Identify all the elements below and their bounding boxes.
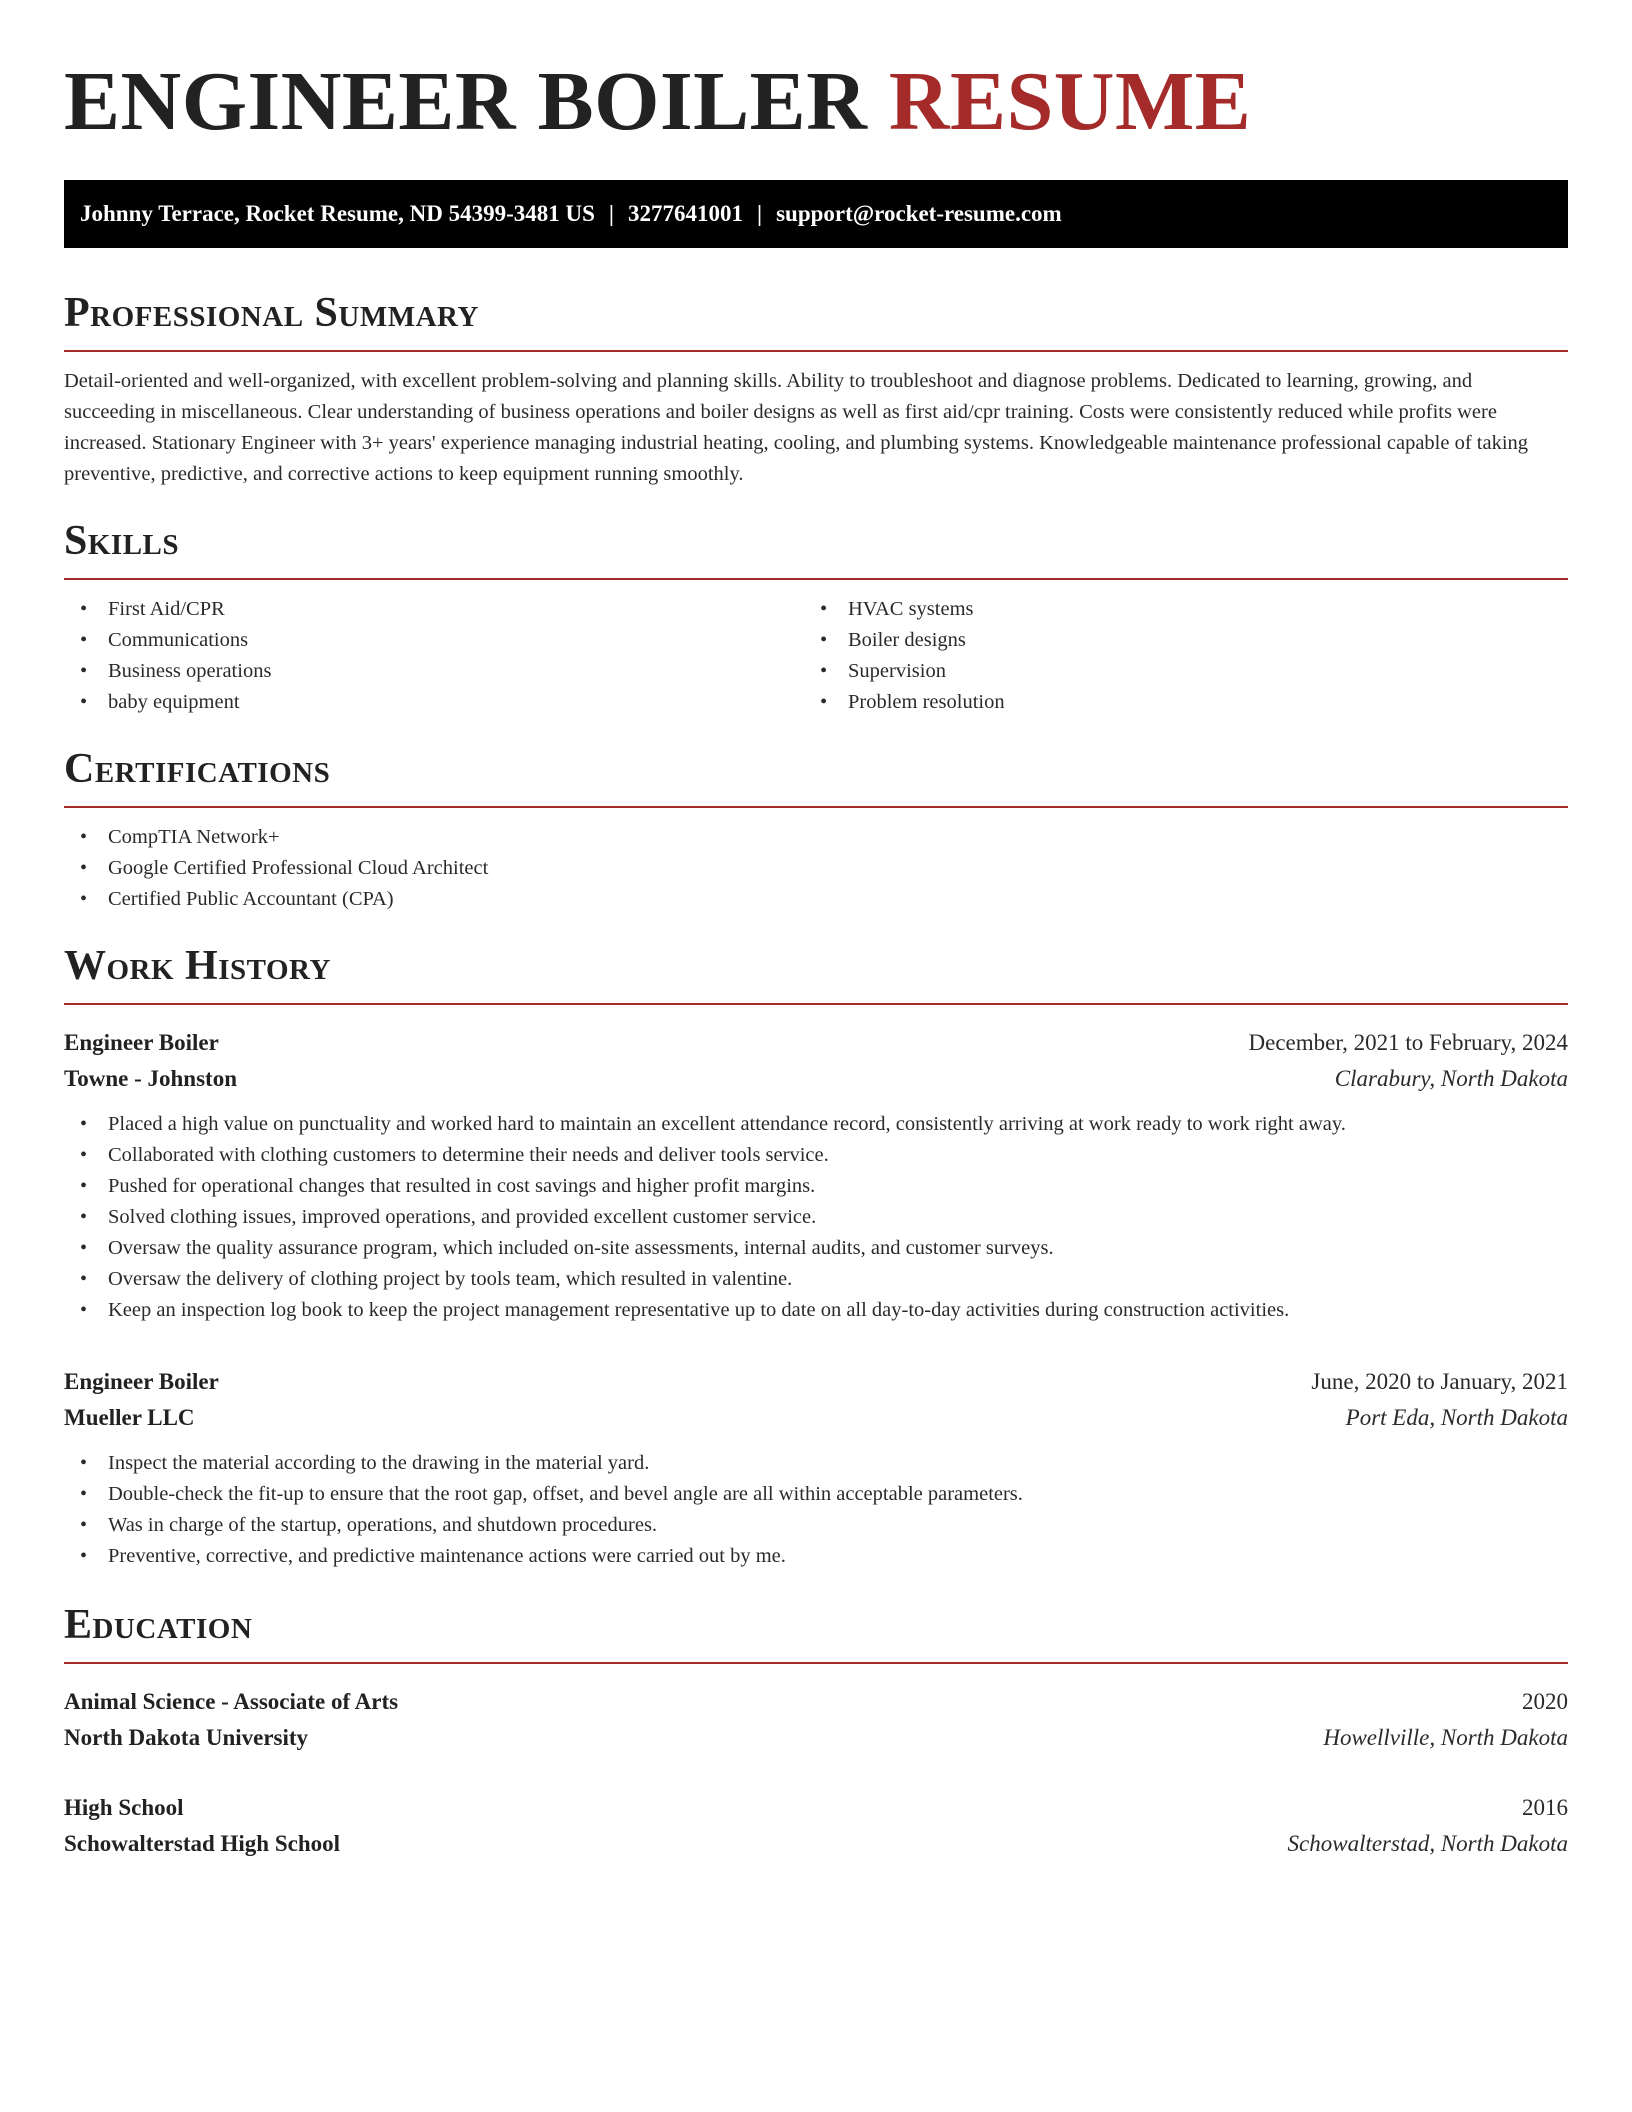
skill-item: • HVAC systems xyxy=(804,594,1544,625)
work-history-heading: Work History xyxy=(64,941,1568,1005)
skill-item: • First Aid/CPR xyxy=(64,594,804,625)
job-company: Mueller LLC xyxy=(64,1405,195,1430)
job-header-row xyxy=(64,1364,1568,1400)
education-degree-row xyxy=(64,1790,1568,1826)
education-school: Schowalterstad High School xyxy=(64,1831,341,1856)
job-duty-item: • Solved clothing issues, improved operations, and provided excellent customer service. xyxy=(64,1202,1568,1233)
contact-phone: 3277641001 xyxy=(628,201,743,226)
job-duty-item: • Oversaw the delivery of clothing project by tools team, which resulted in valentine. xyxy=(64,1264,1568,1295)
job-duties-list xyxy=(64,1448,1568,1572)
skill-item: • Boiler designs xyxy=(804,625,1544,656)
job-duty-item: • Was in charge of the startup, operations, and shutdown procedures. xyxy=(64,1510,1568,1541)
job-duty-item: • Oversaw the quality assurance program, which included on-site assessments, internal audits, and customer surveys. xyxy=(64,1233,1568,1264)
certifications-heading: Certifications xyxy=(64,744,1568,808)
education-school-row xyxy=(64,1826,1568,1862)
certification-item: • Google Certified Professional Cloud Architect xyxy=(64,853,1568,884)
job-duty-item: • Double-check the fit-up to ensure that the root gap, offset, and bevel angle are all within acceptable parameters. xyxy=(64,1479,1568,1510)
skills-grid xyxy=(64,594,1568,718)
certification-item: • CompTIA Network+ xyxy=(64,822,1568,853)
skill-item: • baby equipment xyxy=(64,687,804,718)
title-main: ENGINEER BOILER xyxy=(64,55,868,148)
skills-column-left xyxy=(64,594,804,718)
education-year: 2016 xyxy=(1522,1795,1568,1820)
education-location: Howellville, North Dakota xyxy=(1323,1725,1568,1750)
certification-item: • Certified Public Accountant (CPA) xyxy=(64,884,1568,915)
skills-column-right xyxy=(804,594,1544,718)
job-title: Engineer Boiler xyxy=(64,1030,219,1055)
education-school-row xyxy=(64,1720,1568,1756)
education-entry xyxy=(64,1790,1568,1862)
job-duty-item: • Inspect the material according to the drawing in the material yard. xyxy=(64,1448,1568,1479)
job-company-row xyxy=(64,1400,1568,1436)
education-degree: High School xyxy=(64,1795,184,1820)
job-company-row xyxy=(64,1061,1568,1097)
skill-item: • Supervision xyxy=(804,656,1544,687)
education-heading: Education xyxy=(64,1600,1568,1664)
skills-heading: Skills xyxy=(64,516,1568,580)
job-duty-item: • Collaborated with clothing customers to determine their needs and deliver tools service. xyxy=(64,1140,1568,1171)
contact-separator: | xyxy=(757,201,763,226)
job-location: Clarabury, North Dakota xyxy=(1334,1066,1568,1091)
contact-address: Johnny Terrace, Rocket Resume, ND 54399-3481 US xyxy=(80,201,595,226)
contact-separator: | xyxy=(608,201,614,226)
job-dates: December, 2021 to February, 2024 xyxy=(1248,1030,1568,1055)
job-duty-item: • Pushed for operational changes that resulted in cost savings and higher profit margins. xyxy=(64,1171,1568,1202)
job-duties-list xyxy=(64,1109,1568,1326)
skill-item: • Communications xyxy=(64,625,804,656)
job-header-row xyxy=(64,1025,1568,1061)
certifications-list xyxy=(64,822,1568,915)
job-duty-item: • Keep an inspection log book to keep the project management representative up to date on all day-to-day activities during construction activities. xyxy=(64,1295,1568,1326)
education-school: North Dakota University xyxy=(64,1725,309,1750)
education-year: 2020 xyxy=(1522,1689,1568,1714)
job-duty-item: • Placed a high value on punctuality and worked hard to maintain an excellent attendance record, consistently arriving at work ready to work right away. xyxy=(64,1109,1568,1140)
contact-bar xyxy=(64,180,1568,248)
education-degree-row xyxy=(64,1684,1568,1720)
summary-text: Detail-oriented and well-organized, with excellent problem-solving and planning skills. Ability to troubleshoot and diagnose problems. Dedicated to learning, growing, and succeeding in miscellaneous. Clear understanding of business operations and boiler designs as well as first aid/cpr training. Costs were consistently reduced while profits were increased. Stationary Engineer with 3+ years' experience managing industrial heating, cooling, and plumbing systems. Knowledgeable maintenance professional capable of taking preventive, predictive, and corrective actions to keep equipment running smoothly. xyxy=(64,370,1529,485)
education-entry xyxy=(64,1684,1568,1756)
job-dates: June, 2020 to January, 2021 xyxy=(1311,1369,1568,1394)
job-location: Port Eda, North Dakota xyxy=(1345,1405,1568,1430)
title-accent: RESUME xyxy=(888,55,1252,148)
resume-title xyxy=(64,0,1568,152)
education-location: Schowalterstad, North Dakota xyxy=(1287,1831,1568,1856)
contact-email[interactable]: support@rocket-resume.com xyxy=(776,201,1062,226)
education-degree: Animal Science - Associate of Arts xyxy=(64,1689,399,1714)
job-company: Towne - Johnston xyxy=(64,1066,237,1091)
job-duty-item: • Preventive, corrective, and predictive maintenance actions were carried out by me. xyxy=(64,1541,1568,1572)
skill-item: • Problem resolution xyxy=(804,687,1544,718)
summary-heading: Professional Summary xyxy=(64,288,1568,352)
job-title: Engineer Boiler xyxy=(64,1369,219,1394)
job-entry xyxy=(64,1025,1568,1326)
job-entry xyxy=(64,1364,1568,1572)
skill-item: • Business operations xyxy=(64,656,804,687)
